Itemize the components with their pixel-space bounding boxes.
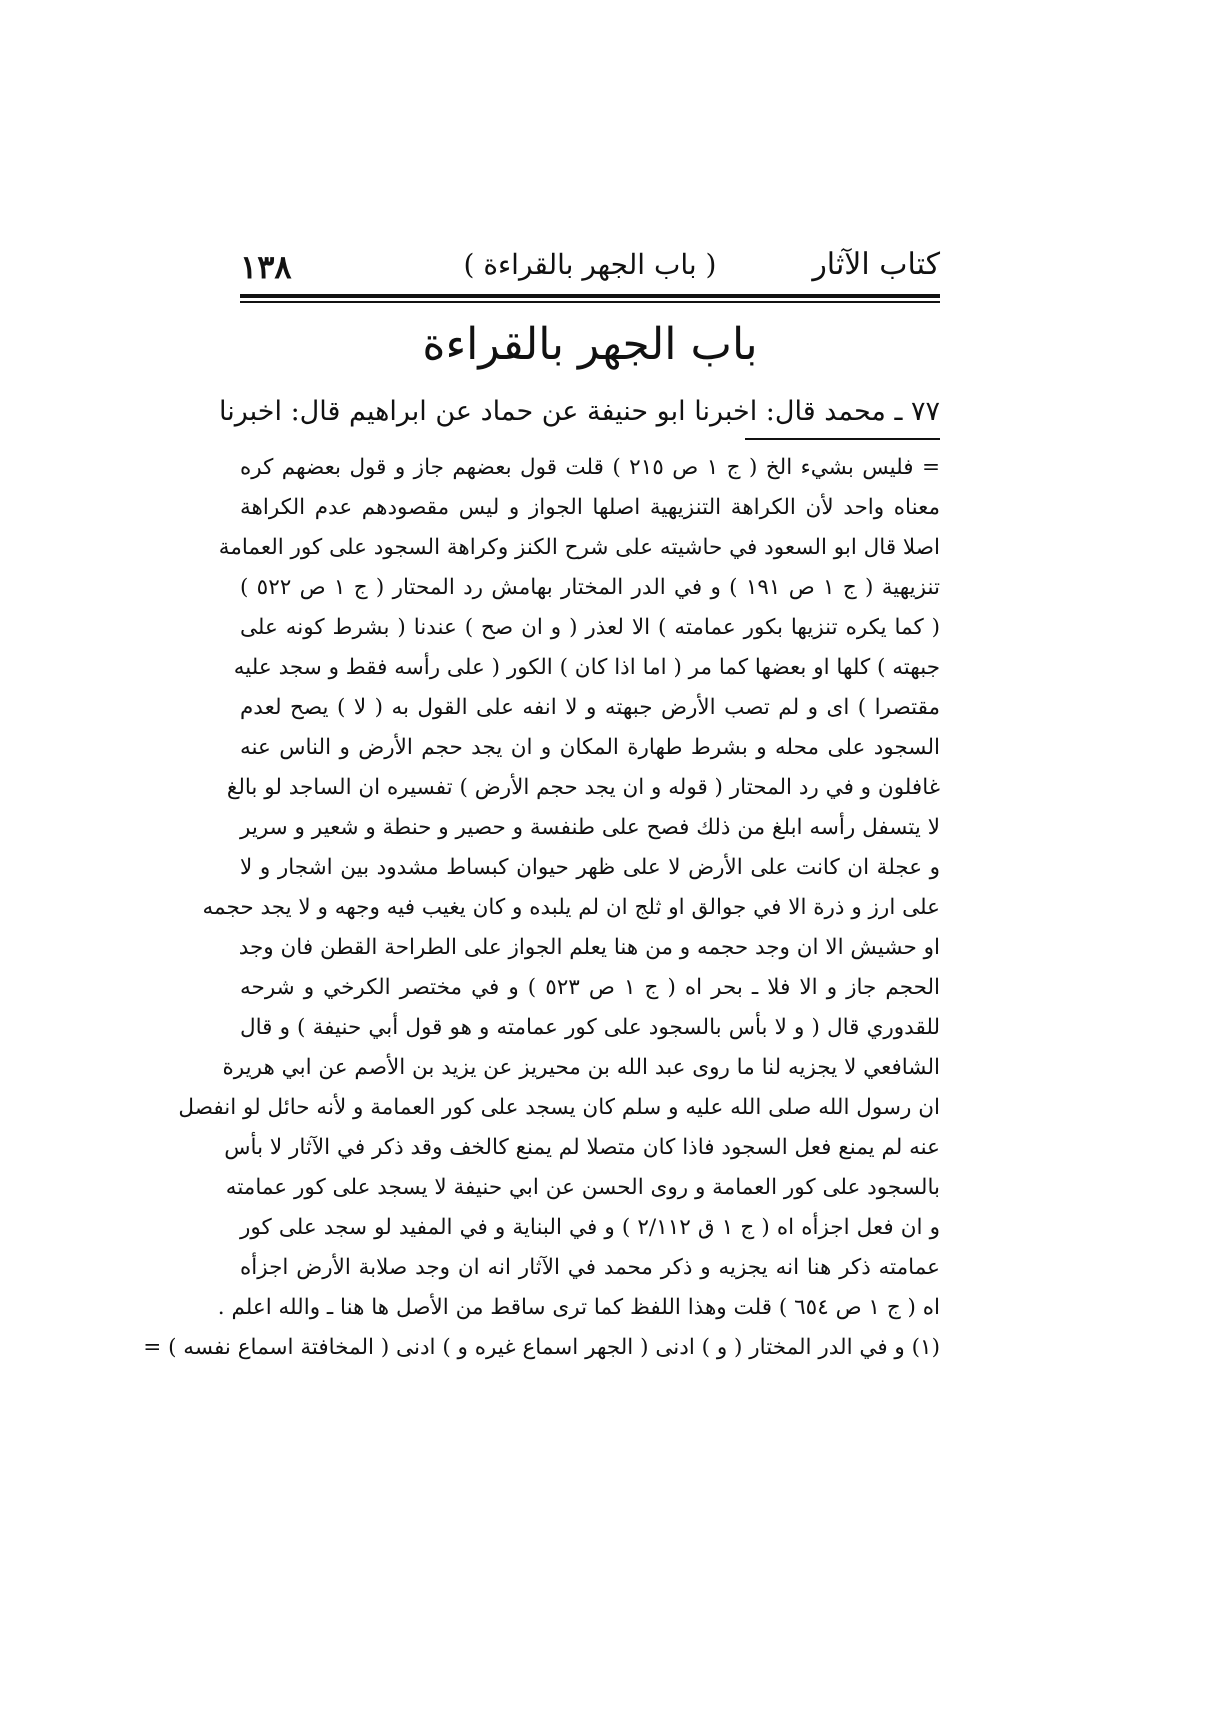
page-number: ١٣٨ [240,248,292,286]
footnote-line: اصلا قال ابو السعود في حاشيته على شرح الكنز وكراهة السجود على كور العمامة [218,535,940,560]
footnote-line: معناه واحد لأن الكراهة التنزيهية اصلها الجواز و ليس مقصودهم عدم الكراهة [240,495,940,520]
footnote-line: جبهته ) كلها او بعضها كما مر ( اما اذا كان ) الكور ( على رأسه فقط و سجد عليه [233,655,940,680]
footnote-line: بالسجود على كور العمامة و روى الحسن عن ابي حنيفة لا يسجد على كور عمامته [225,1175,940,1200]
footnote-line: ( كما يكره تنزيها بكور عمامته ) الا لعذر ( و ان صح ) عندنا ( بشرط كونه على [240,615,940,640]
footnote-line: لا يتسفل رأسه ابلغ من ذلك فصح على طنفسة و حصير و حنطة و شعير و سرير [239,815,940,840]
hadith-opening-line: ٧٧ ـ محمد قال: اخبرنا ابو حنيفة عن حماد عن ابراهيم قال: اخبرنا [219,396,940,427]
footnote-line: عمامته ذكر هنا انه يجزيه و ذكر محمد في الآثار انه ان وجد صلابة الأرض اجزأه [240,1255,940,1280]
footnote-line: او حشيش الا ان وجد حجمه و من هنا يعلم الجواز على الطراحة القطن فان وجد [238,935,940,960]
footnote-line: مقتصرا ) اى و لم تصب الأرض جبهته و لا انفه على القول به ( لا ) يصح لعدم [240,695,940,720]
footnote-line: السجود على محله و بشرط طهارة المكان و ان يجد حجم الأرض و الناس عنه [240,735,940,760]
footnote-line-numbered: (١) و في الدر المختار ( و ) ادنى ( الجهر اسماع غيره و ) ادنى ( المخافتة اسماع نفسه ) = [143,1335,940,1360]
book-title: كتاب الآثار [812,247,940,282]
header-rule-thick [240,294,940,298]
header-rule-thin [240,301,940,303]
footnote-line: و عجلة ان كانت على الأرض لا على ظهر حيوان كبساط مشدود بين اشجار و لا [240,855,940,880]
footnotes-block [143,448,940,1368]
footnote-line: و ان فعل اجزأه اه ( ج ١ ق ٢/١١٢ ) و في البناية و في المفيد لو سجد على كور [240,1215,940,1240]
footnote-line: الشافعي لا يجزيه لنا ما روى عبد الله بن محيريز عن يزيد بن الأصم عن ابي هريرة [222,1055,940,1080]
chapter-title: باب الجهر بالقراءة [422,319,758,370]
footnote-line: للقدوري قال ( و لا بأس بالسجود على كور عمامته و هو قول أبي حنيفة ) و قال [240,1015,940,1040]
footnote-line: الحجم جاز و الا فلا ـ بحر اه ( ج ١ ص ٥٢٣ ) و في مختصر الكرخي و شرحه [240,975,940,1000]
footnote-line: غافلون و في رد المحتار ( قوله و ان يجد حجم الأرض ) تفسيره ان الساجد لو بالغ [226,775,940,800]
footnote-line: عنه لم يمنع فعل السجود فاذا كان متصلا لم يمنع كالخف وقد ذكر في الآثار لا بأس [224,1135,940,1160]
footnote-line: = فليس بشيء الخ ( ج ١ ص ٢١٥ ) قلت قول بعضهم جاز و قول بعضهم كره [240,455,940,480]
running-header [240,240,940,290]
footnote-line: اه ( ج ١ ص ٦٥٤ ) قلت وهذا اللفظ كما ترى ساقط من الأصل ها هنا ـ والله اعلم . [217,1295,940,1320]
footnote-line: على ارز و ذرة الا في جوالق او ثلج ان لم يلبده و كان يغيب فيه وجهه و لا يجد حجمه [202,895,940,920]
footnote-line: تنزيهية ( ج ١ ص ١٩١ ) و في الدر المختار بهامش رد المحتار ( ج ١ ص ٥٢٢ ) [240,575,940,600]
footnote-separator-rule [745,438,940,440]
running-chapter-title: ( باب الجهر بالقراءة ) [463,248,717,281]
footnote-line: ان رسول الله صلى الله عليه و سلم كان يسجد على كور العمامة و لأنه حائل لو انفصل [178,1095,940,1120]
